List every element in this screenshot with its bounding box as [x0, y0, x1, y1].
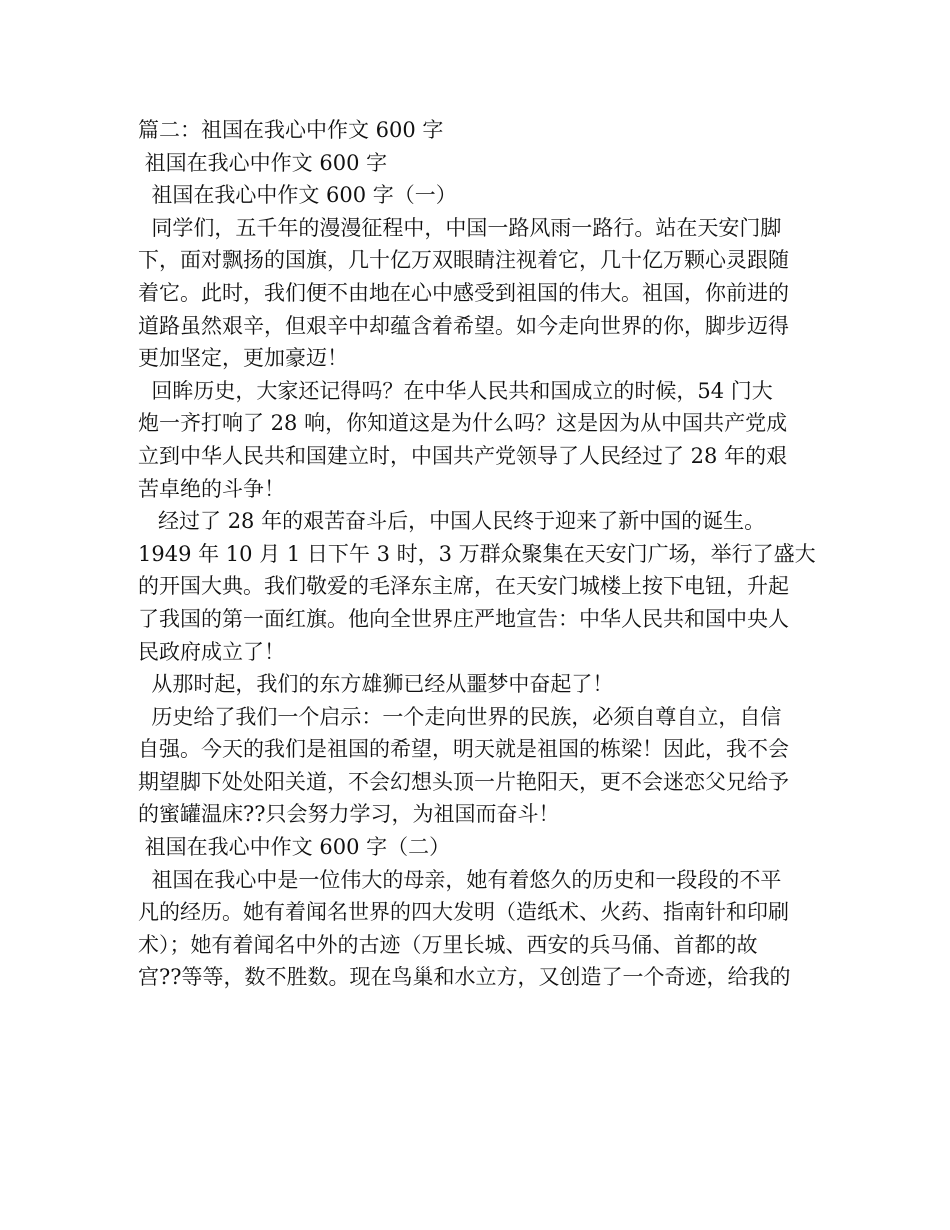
- text-line: 术）；她有着闻名中外的古迹（万里长城、西安的兵马俑、首都的故: [138, 932, 758, 957]
- text-line: 了我国的第一面红旗。他向全世界庄严地宣告：中华人民共和国中央人: [138, 606, 789, 631]
- essay-subtitle-one: 祖国在我心中作文 600 字（一）: [138, 183, 457, 208]
- text-line: 立到中华人民共和国建立时，中国共产党领导了人民经过了 28 年的艰: [138, 443, 788, 468]
- text-line: 经过了 28 年的艰苦奋斗后，中国人民终于迎来了新中国的诞生。: [138, 509, 766, 534]
- text-line: 回眸历史，大家还记得吗？在中华人民共和国成立的时候，54 门大: [138, 378, 773, 403]
- essay-subtitle-two: 祖国在我心中作文 600 字（二）: [138, 835, 451, 860]
- text-line: 宫??等等，数不胜数。现在鸟巢和水立方，又创造了一个奇迹，给我的: [138, 965, 791, 990]
- text-line: 苦卓绝的斗争！: [138, 476, 285, 501]
- section-heading: 篇二：祖国在我心中作文 600 字: [138, 118, 444, 142]
- text-line: 道路虽然艰辛，但艰辛中却蕴含着希望。如今走向世界的你，脚步迈得: [138, 313, 789, 338]
- text-line: 更加坚定，更加豪迈！: [138, 346, 348, 371]
- text-line: 着它。此时，我们便不由地在心中感受到祖国的伟大。祖国，你前进的: [138, 280, 789, 305]
- text-line: 从那时起，我们的东方雄狮已经从噩梦中奋起了！: [138, 672, 614, 697]
- text-line: 自强。今天的我们是祖国的希望，明天就是祖国的栋梁！因此，我不会: [138, 737, 789, 762]
- text-line: 下，面对飘扬的国旗，几十亿万双眼睛注视着它，几十亿万颗心灵跟随: [138, 248, 789, 273]
- text-line: 民政府成立了！: [138, 639, 285, 664]
- essay-text: [138, 114, 818, 994]
- essay-title: 祖国在我心中作文 600 字: [138, 150, 388, 175]
- text-line: 炮一齐打响了 28 响，你知道这是为什么吗？这是因为从中国共产党成: [138, 411, 788, 436]
- text-line: 祖国在我心中是一位伟大的母亲，她有着悠久的历史和一段段的不平: [138, 867, 782, 892]
- text-line: 凡的经历。她有着闻名世界的四大发明（造纸术、火药、指南针和印刷: [138, 900, 789, 925]
- text-line: 的蜜罐温床??只会努力学习，为祖国而奋斗！: [138, 802, 560, 827]
- text-line: 期望脚下处处阳关道，不会幻想头顶一片艳阳天，更不会迷恋父兄给予: [138, 769, 789, 794]
- text-line: 同学们，五千年的漫漫征程中，中国一路风雨一路行。站在天安门脚: [138, 215, 782, 240]
- text-line: 历史给了我们一个启示：一个走向世界的民族，必须自尊自立，自信: [138, 704, 782, 729]
- text-line: 1949 年 10 月 1 日下午 3 时，3 万群众聚集在天安门广场，举行了盛大: [138, 541, 816, 566]
- text-line: 的开国大典。我们敬爱的毛泽东主席，在天安门城楼上按下电钮，升起: [138, 574, 789, 599]
